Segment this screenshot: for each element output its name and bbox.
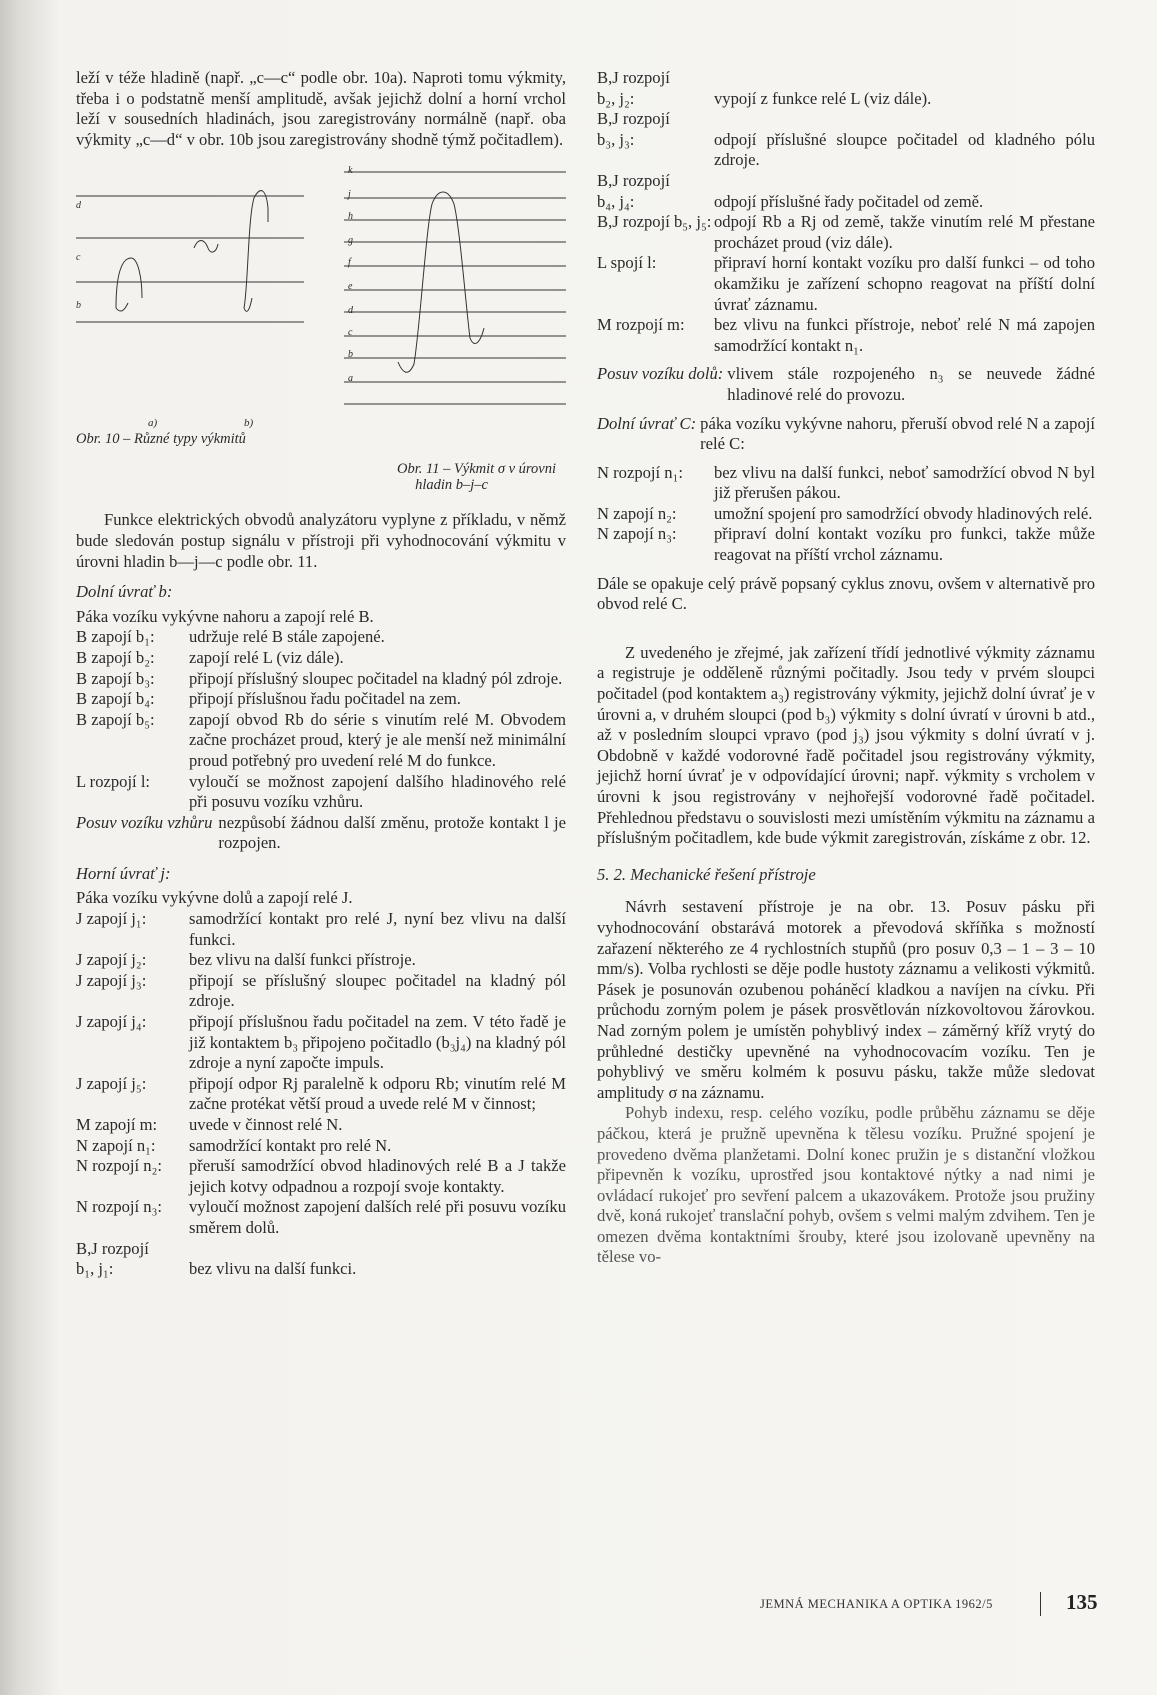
figures-10-11 [76,158,566,478]
rozpoji-item [597,212,1095,253]
dolni-b-key: B zapojí b₁: [76,627,155,647]
dolni-c-item [597,524,1095,565]
fig11-level-k: k [348,165,353,177]
repeat-paragraph: Dále se opakuje celý právě popsaný cyklus znovu, ovšem v alternativě pro obvod relé C. [597,573,1095,614]
paragraph-navrh: Návrh sestavení přístroje je na obr. 13. Posuv pásku při vyhodnocování obstarává motorek a převodová skříňka s možností zařazení některého ze 4 rychlostních stupňů (pro posuv 0,3 – 1 – 3 – 10 mm/s). Volba rychlosti se děje podle hustoty záznamu a velikosti výkmitů. Pásek je posunován ozubenou poháněcí kladkou a navíjen na cívku. Při průchodu zorným polem je pásek prosvětlován nízkovoltovou žárovkou. Nad zorným polem je umístěn pohyblivý index – záměrný kříž vrytý do průhledné destičky upevněné na vyhodnocovacím vozíku. Ten je pohyblivý ve směru kolmém k posuvu pásku, takže může sledovat amplitudy σ na záznamu. [597,897,1095,1102]
fig11-level-f: f [348,257,351,269]
heading1-line: Páka vozíku vykývne nahoru a zapojí relé B. [76,606,374,626]
paragraph-z-uvedeneho: Z uvedeného je zřejmé, jak zařízení třídí jednotlivé výkmity záznamu a registruje je odděleně různými počitadly. Jsou tedy v prvém sloupci počitadel (pod kontaktem a₃) registrovány výkmity, jejichž dolní úvrať je v úrovni a, v druhém sloupci (pod b₃) výkmity s dolní úvratí v úrovni b atd., až v posledním sloupci vpravo (pod j₃) jsou výkmity s dolní úvratí v j. Obdobně v každé vodorovné řadě počitadel jsou registrovány výkmity, jejichž horní úvrať je v odpovídající úrovni; např. výkmity s vrcholem v úrovni k jsou registrovány v nejhořejší vodorovné řadě počitadel. Přehlednou představu o souvislosti mezi umístěním výkmitu na záznamu a příslušným počitadlem, kde bude výkmit zaregistrován, získáme z obr. 12. [597,642,1095,848]
horni-j-value: připojí příslušnou řadu počitadel na zem. V této řadě je již kontaktem b₃ připojeno počitadlo (b₃j₄) na kladný pól zdroje a nyní započte impuls. [189,1012,566,1073]
horni-j-key: J zapojí j₁: [76,909,147,929]
horni-j-key: J zapojí j₃: [76,970,147,990]
fig11-level-g: g [348,235,353,247]
horni-j-value: samodržící kontakt pro relé J, nyní bez vlivu na další funkci. [189,909,566,949]
rozpoji-item [597,171,1095,192]
rozpoji-value: bez vlivu na funkci přístroje, neboť relé N má zapojen samodržící kontakt n₁. [714,315,1095,355]
journal-footer: JEMNÁ MECHANIKA A OPTIKA 1962/5 [760,1597,993,1611]
dolni-b-value: zapojí relé L (viz dále). [189,647,344,667]
posuv-vzhuru-label: Posuv vozíku vzhůru [76,812,213,832]
horni-j-item [76,950,566,971]
horni-j-key: M zapojí m: [76,1115,158,1134]
fig10-level-b: b [76,300,81,312]
dolni-b-value: připojí příslušný sloupec počitadel na kladný pól zdroje. [189,668,563,688]
rozpoji-value: připraví horní kontakt vozíku pro další funkci – od toho okamžiku je zařízení schopno reagovat na příští dolní úvrať záznamu. [714,253,1095,314]
rozpoji-key: B,J rozpojí b₅, j₅: [597,212,712,232]
rozpoji-key: M rozpojí m: [597,315,685,335]
dolni-c-key: N zapojí n₂: [597,503,677,523]
fig11-level-a: a [348,373,353,385]
fig11-caption-2: hladin b–j–c [415,477,488,494]
page-number: 135 [1066,1590,1098,1614]
posuv-dolu-text: vlivem stále rozpojeného n₃ se neuvede žádné hladinové relé do provozu. [727,364,1095,404]
rozpoji-key: b₃, j₃: [597,129,635,149]
rozpoji-key: b₂, j₂: [597,88,635,108]
posuv-dolu-row [597,364,1095,405]
dolni-b-value: udržuje relé B stále zapojené. [189,627,385,647]
dolni-b-value: vyloučí se možnost zapojení dalšího hladinového relé při posuvu vozíku vzhůru. [189,771,566,812]
horni-j-value: připojí odpor Rj paralelně k odporu Rb; vinutím relé M začne protékat větší proud a uvede relé M v činnost; [189,1073,566,1114]
horni-j-value: vyloučí možnost zapojení dalších relé při posuvu vozíku směrem dolů. [189,1197,566,1237]
posuv-vzhuru-row [76,813,566,854]
rozpoji-item [597,68,1095,89]
dolni-c-value: bez vlivu na další funkci, neboť samodržící obvod N byl již přerušen pákou. [714,462,1095,503]
dolni-b-key: B zapojí b₄: [76,689,155,709]
dolni-uvrat-c-text: páka vozíku vykývne nahoru, přeruší obvod relé N a zapojí relé C: [700,413,1095,454]
horni-j-key: N zapojí n₁: [76,1135,156,1155]
horni-j-value: samodržící kontakt pro relé N. [189,1135,392,1155]
dolni-b-item [76,627,566,648]
rozpoji-key: B,J rozpojí [597,170,670,190]
section-heading: 5. 2. Mechanické řešení přístroje [597,864,816,884]
heading2-line: Páka vozíku vykývne dolů a zapojí relé J. [76,888,353,908]
dolni-b-item [76,669,566,690]
horni-j-item [76,1197,566,1238]
rozpoji-item [597,315,1095,356]
fig11-level-c: c [348,327,353,339]
horni-j-item [76,1136,566,1157]
horni-j-item [76,909,566,950]
fig10-sub-b: b) [244,417,254,430]
rozpoji-key: b₄, j₄: [597,191,635,211]
dolni-c-value: umožní spojení pro samodržící obvody hladinových relé. [714,503,1093,523]
posuv-dolu-label: Posuv vozíku dolů: [597,364,724,384]
left-column [76,68,566,1280]
dolni-c-item [597,504,1095,525]
last-value: bez vlivu na další funkci. [189,1259,357,1279]
dolni-b-value: zapojí obvod Rb do série s vinutím relé M. Obvodem začne procházet proud, který je ale menší než minimální proud potřebný pro uvedení relé M do funkce. [189,709,566,770]
dolni-b-key: L rozpojí l: [76,771,151,791]
horni-j-item [76,1074,566,1115]
rozpoji-item [597,109,1095,130]
dolni-b-item [76,772,566,813]
horni-j-value: přeruší samodržící obvod hladinových relé B a J takže jejich kotvy odpadnou a rozpojí svoje kontakty. [189,1156,566,1196]
horni-j-value: bez vlivu na další funkci přístroje. [189,950,416,970]
posuv-vzhuru-text: nezpůsobí žádnou další změnu, protože kontakt l je rozpojen. [218,812,566,853]
fig11-level-d: d [348,305,353,317]
rozpoji-value [714,109,1095,130]
horni-j-key: N rozpojí n₃: [76,1197,162,1217]
rozpoji-key: B,J rozpojí [597,109,670,129]
rozpoji-item [597,89,1095,110]
intro-paragraph: leží v téže hladině (např. „c—c“ podle obr. 10a). Naproti tomu výkmity, třeba i o podstatně menší amplitudě, avšak jejichž dolní a horní vrchol leží v sousedních hladinách, jsou zaregistrovány normálně (např. oba výkmity „c—d“ v obr. 10b jsou zaregistrovány shodně týmž počitadlem). [76,68,566,149]
dolni-c-key: N rozpojí n₁: [597,462,683,482]
last-key-1: B,J rozpojí [76,1238,149,1258]
rozpoji-value [714,171,1095,192]
dolni-b-key: B zapojí b₃: [76,668,155,688]
fig11-caption-1: Obr. 11 – Výkmit σ v úrovni [397,461,556,478]
rozpoji-value: vypojí z funkce relé L (viz dále). [714,88,932,108]
fig11-level-b: b [348,349,353,361]
horni-j-item [76,971,566,1012]
horni-j-key: J zapojí j₂: [76,950,147,970]
horni-j-value: připojí se příslušný sloupec počitadel na kladný pól zdroje. [189,970,566,1011]
dolni-b-key: B zapojí b₅: [76,709,155,729]
horni-j-key: J zapojí j₄: [76,1012,147,1032]
heading-horni-uvrat-j: Horní úvrať j: [76,863,171,883]
rozpoji-value: odpojí příslušné sloupce počitadel od kladného pólu zdroje. [714,129,1095,170]
rozpoji-item [597,192,1095,213]
dolni-c-item [597,463,1095,504]
rozpoji-key: B,J rozpojí [597,68,670,87]
dolni-b-item [76,648,566,669]
paragraph-pohyb: Pohyb indexu, resp. celého vozíku, podle průběhu záznamu se děje páčkou, která je pružně upevněna k tělesu vozíku. Pružné spojení je provedeno dvěma planžetami. Dolní konec pružin je s distanční vložkou připevněn k vozíku, uprostřed jsou kontaktové nýtky a nad nimi je ovládací rukojeť pro sevření palcem a ukazovákem. Protože jsou pružiny dvě, koná rukojeť translační pohyb, ovšem s velmi malým zdvihem. Ten je omezen dvěma kontaktními šrouby, které jsou izolovaně upevněny na tělese vo- [597,1103,1095,1267]
right-column [597,68,1095,1268]
dolni-b-item [76,710,566,772]
fig11-level-e: e [348,281,353,293]
rozpoji-key: L spojí l: [597,253,657,273]
dolni-c-key: N zapojí n₃: [597,524,677,544]
paragraph-funkce: Funkce elektrických obvodů analyzátoru vyplyne z příkladu, v němž bude sledován postup signálu v přístroji při vyhodnocování výkmitu v úrovni hladin b—j—c podle obr. 11. [76,510,566,571]
rozpoji-item [597,253,1095,315]
fig11-level-h: h [348,211,353,223]
dolni-b-value: připojí příslušnou řadu počitadel na zem. [189,689,461,709]
fig11-level-j: j [348,189,351,201]
horni-j-item [76,1115,566,1136]
footer-separator [1040,1592,1041,1616]
fig10-level-d: d [76,200,81,212]
horni-j-item [76,1156,566,1197]
relay-list-2 [76,909,566,1239]
horni-j-key: J zapojí j₅: [76,1073,147,1093]
rozpoji-value: odpojí Rb a Rj od země, takže vinutím relé M přestane procházet proud (viz dále). [714,212,1095,252]
last-key-2: b₁, j₁: [76,1259,114,1279]
dolni-uvrat-c-label: Dolní úvrať C: [597,413,697,433]
relay-list-right [597,68,1095,356]
dolni-b-item [76,689,566,710]
rozpoji-value: odpojí příslušné řady počitadel od země. [714,191,984,211]
heading-dolni-uvrat-b: Dolní úvrať b: [76,582,173,602]
relay-list-1 [76,627,566,812]
last-row [76,1239,566,1280]
horni-j-key: N rozpojí n₂: [76,1156,162,1176]
dolni-c-value: připraví dolní kontakt vozíku pro funkci, takže může reagovat na příští vrchol záznamu. [714,524,1095,565]
horni-j-item [76,1012,566,1074]
dolni-b-key: B zapojí b₂: [76,647,155,667]
fig10-level-c: c [76,252,81,264]
fig10-caption: Obr. 10 – Různé typy výkmitů [76,431,246,448]
rozpoji-value [714,68,1095,89]
dolni-uvrat-c-row [597,414,1095,455]
horni-j-value: uvede v činnost relé N. [189,1115,343,1134]
fig10-sub-a: a) [148,417,158,430]
relay-list-right-2 [597,463,1095,566]
rozpoji-item [597,130,1095,171]
